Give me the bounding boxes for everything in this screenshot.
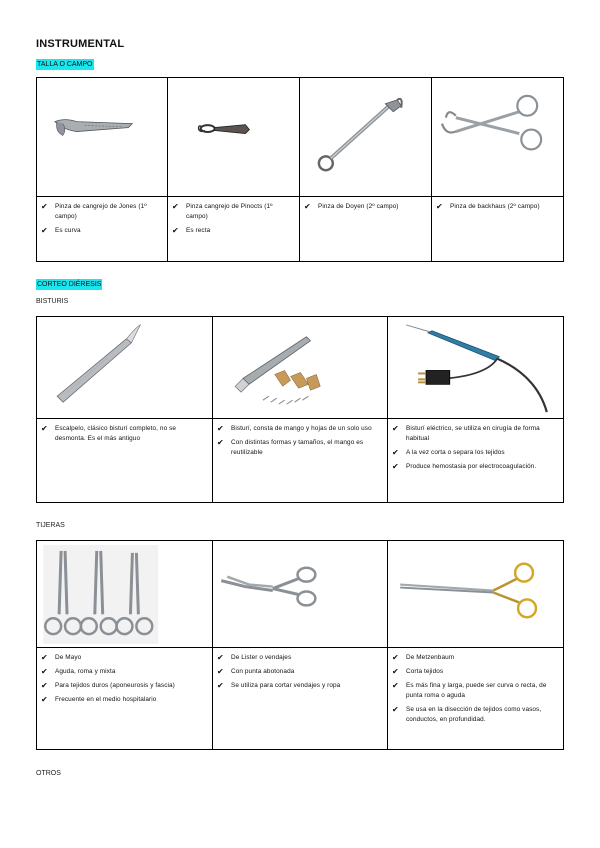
- jones-forceps-icon: [37, 78, 167, 196]
- check-icon: ✔: [172, 226, 179, 235]
- check-icon: ✔: [41, 424, 48, 433]
- electric-scalpel-icon: [388, 317, 563, 418]
- list-item: ✔ Se utiliza para cortar vendajes y ropa: [217, 681, 341, 690]
- list-item: ✔ Pinza cangrejo de Pinocts (1º campo): [172, 202, 273, 220]
- section-heading-otros: OTROS: [36, 770, 61, 777]
- list-item: ✔ Aguda, roma y mixta: [41, 667, 116, 676]
- cell-text: [213, 648, 388, 750]
- list-item: ✔ Pinza de backhaus (2º campo): [436, 202, 540, 211]
- check-icon: ✔: [392, 681, 399, 690]
- check-icon: ✔: [217, 681, 224, 690]
- list-item: ✔ De Metzenbaum: [392, 653, 455, 662]
- cell-text: [300, 197, 432, 262]
- cell-image: [37, 78, 168, 197]
- cell-image: [37, 541, 213, 648]
- check-icon: ✔: [392, 653, 399, 662]
- list-item: ✔ Frecuente en el medio hospitalario: [41, 695, 157, 704]
- list-item: ✔ Escalpelo, clásico bisturí completo, no se desmonta. Es el más antiguo: [41, 424, 177, 442]
- check-icon: ✔: [392, 424, 399, 433]
- list-item: ✔ Produce hemostasia por electrocoagulación.: [392, 462, 537, 471]
- cell-text: [168, 197, 300, 262]
- list-item: ✔ Para tejidos duros (aponeurosis y fascia): [41, 681, 175, 690]
- cell-text: [432, 197, 564, 262]
- check-icon: ✔: [436, 202, 443, 211]
- list-item: ✔ Con distintas formas y tamaños, el mango es reutilizable: [217, 438, 364, 456]
- cell-image: [168, 78, 300, 197]
- check-icon: ✔: [217, 424, 224, 433]
- list-item: ✔ Es recta: [172, 226, 211, 235]
- list-item: ✔ Bisturí eléctrico, se utiliza en cirugía de forma habitual: [392, 424, 540, 442]
- cell-image: [213, 541, 388, 648]
- list-item: ✔ Corta tejidos: [392, 667, 444, 676]
- check-icon: ✔: [41, 202, 48, 211]
- check-icon: ✔: [41, 681, 48, 690]
- list-item: ✔ De Lister o vendajes: [217, 653, 292, 662]
- check-icon: ✔: [217, 653, 224, 662]
- cell-image: [213, 317, 388, 419]
- check-icon: ✔: [172, 202, 179, 211]
- check-icon: ✔: [392, 462, 399, 471]
- cell-text: [37, 197, 168, 262]
- pinocts-clamp-icon: [168, 78, 299, 196]
- check-icon: ✔: [217, 667, 224, 676]
- list-item: ✔ Es más fina y larga, puede ser curva o recta, de punta roma o aguda: [392, 681, 547, 699]
- subheading-bisturis: BISTURIS: [36, 298, 69, 305]
- list-item: ✔ Se usa en la disección de tejidos como vasos, conductos, en profundidad.: [392, 705, 542, 723]
- cell-text: [37, 648, 213, 750]
- cell-image: [37, 317, 213, 419]
- check-icon: ✔: [41, 667, 48, 676]
- cell-text: [388, 419, 564, 503]
- backhaus-clamp-icon: [432, 78, 563, 196]
- table-tijeras: [36, 540, 564, 750]
- check-icon: ✔: [392, 705, 399, 714]
- list-item: ✔ De Mayo: [41, 653, 82, 662]
- check-icon: ✔: [41, 226, 48, 235]
- cell-image: [432, 78, 564, 197]
- list-item: ✔ A la vez corta o separa los tejidos: [392, 448, 505, 457]
- table-bisturis: [36, 316, 564, 503]
- list-item: ✔ Es curva: [41, 226, 81, 235]
- cell-text: [213, 419, 388, 503]
- check-icon: ✔: [217, 438, 224, 447]
- scalpel-icon: [37, 317, 212, 418]
- page-title: INSTRUMENTAL: [36, 38, 125, 50]
- check-icon: ✔: [41, 695, 48, 704]
- list-item: ✔ Con punta abotonada: [217, 667, 295, 676]
- check-icon: ✔: [392, 667, 399, 676]
- list-item: ✔ Pinza de cangrejo de Jones (1º campo): [41, 202, 147, 220]
- cell-text: [388, 648, 564, 750]
- list-item: ✔ Bisturí, consta de mango y hojas de un solo uso: [217, 424, 372, 433]
- doyen-clamp-icon: [300, 78, 431, 196]
- bistouri-handle-blades-icon: [213, 317, 387, 418]
- cell-text: [37, 419, 213, 503]
- cell-image: [300, 78, 432, 197]
- check-icon: ✔: [392, 448, 399, 457]
- cell-image: [388, 317, 564, 419]
- section-heading-talla: TALLA O CAMPO: [37, 61, 93, 68]
- table-talla: [36, 77, 564, 262]
- cell-image: [388, 541, 564, 648]
- check-icon: ✔: [304, 202, 311, 211]
- section-heading-corteo: CORTEO DIÉRESIS: [37, 281, 102, 288]
- mayo-scissors-icon: [37, 541, 212, 647]
- check-icon: ✔: [41, 653, 48, 662]
- lister-scissors-icon: [213, 541, 387, 647]
- list-item: ✔ Pinza de Doyen (2º campo): [304, 202, 399, 211]
- metzenbaum-scissors-icon: [388, 541, 563, 647]
- section-heading-tijeras: TIJERAS: [36, 522, 65, 529]
